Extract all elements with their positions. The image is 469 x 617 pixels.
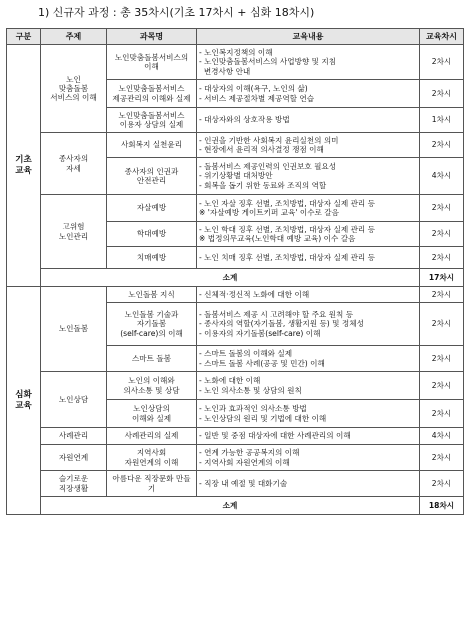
hours-cell: 2차시 [420,346,464,372]
content-line: - 노인맞춤돌봄서비스의 사업방향 및 지침 [199,57,337,67]
table-row [7,445,464,471]
topic-cell: 고위험 노인관리 [41,195,107,269]
content-line: - 노인 학대 징후 선별, 조치방법, 대상자 실제 관리 등 [199,224,376,234]
content-cell [197,195,420,222]
hours-cell: 2차시 [420,400,464,428]
subject-cell: 종사자의 인권과 안전관리 [107,158,197,195]
content-cell [197,445,420,471]
topic-cell: 노인 맞춤돌봄 서비스의 이해 [41,45,107,133]
hours-cell: 4차시 [420,158,464,195]
header-subject: 과목명 [107,29,197,45]
content-cell [197,133,420,158]
content-cell [197,158,420,195]
section-label: 기초 교육 [7,45,41,287]
topic-cell: 자원연계 [41,445,107,471]
hours-cell: 4차시 [420,428,464,445]
topic-cell: 노인돌봄 [41,287,107,372]
subtotal-row [7,497,464,515]
header-category: 구분 [7,29,41,45]
content-cell [197,346,420,372]
subtotal-label: 소계 [41,497,420,515]
content-cell [197,303,420,346]
hours-cell: 2차시 [420,303,464,346]
content-cell [197,247,420,269]
content-line: - 노화에 대한 이해 [199,376,261,386]
subject-cell: 노인맞춤돌봄서비스의 이해 [107,45,197,80]
content-cell [197,287,420,303]
subject-cell: 자살예방 [107,195,197,222]
content-line: 변경사항 안내 [199,66,251,76]
hours-cell: 2차시 [420,372,464,400]
subject-cell: 노인돌봄 기술과 자기돌봄 (self-care)의 이해 [107,303,197,346]
header-row [7,29,464,45]
content-line: - 신체적·정신적 노화에 대한 이해 [199,289,310,299]
content-line: - 현장에서 윤리적 의사결정 쟁점 이해 [199,145,324,154]
content-line: - 대상자와의 상호작용 방법 [199,115,290,125]
table-row [7,45,464,80]
hours-cell: 2차시 [420,247,464,269]
table-row [7,287,464,303]
content-line: - 스마트 돌봄의 이해와 실제 [199,349,293,359]
header-topic: 주제 [41,29,107,45]
subject-cell: 노인돌봄 지식 [107,287,197,303]
content-cell [197,471,420,497]
course-title: 1) 신규자 과정 : 총 35차시(기초 17차시 + 심화 18차시) [38,6,315,19]
table-row [7,372,464,400]
subject-cell: 스마트 돌봄 [107,346,197,372]
content-cell [197,80,420,108]
content-line: - 대상자의 이해(욕구, 노인의 삶) [199,84,308,94]
subtotal-label: 소계 [41,269,420,287]
content-cell [197,108,420,133]
content-line: - 노인 자살 징후 선별, 조치방법, 대상자 실제 관리 등 [199,198,376,208]
subject-cell: 노인상담의 이해와 실제 [107,400,197,428]
hours-cell: 2차시 [420,80,464,108]
section-label: 심화 교육 [7,287,41,515]
hours-cell: 2차시 [420,195,464,222]
content-line: - 돌봄서비스 제공 시 고려해야 할 주요 원칙 등 [199,310,354,320]
content-line: - 직장 내 예절 및 대화기술 [199,478,288,488]
subject-cell: 노인맞춤돌봄서비스 제공관리의 이해와 실제 [107,80,197,108]
content-cell [197,222,420,247]
content-line: - 회복을 돕기 위한 동료와 조직의 역할 [199,180,327,190]
content-cell [197,400,420,428]
table-row [7,133,464,158]
header-hours: 교육차시 [420,29,464,45]
topic-cell: 종사자의 자세 [41,133,107,195]
content-line: - 인권을 기반한 사회복지 윤리실천의 의미 [199,135,339,145]
hours-cell: 2차시 [420,222,464,247]
content-line: - 지역사회 자원연계의 이해 [199,457,290,467]
subject-cell: 노인의 이해와 의사소통 및 상담 [107,372,197,400]
content-line: - 연계 가능한 공공복지의 이해 [199,448,300,458]
table-row [7,428,464,445]
subject-cell: 학대예방 [107,222,197,247]
content-line: - 종사자의 역할(자기돌봄, 생활지원 등) 및 정체성 [199,319,364,329]
content-line: - 노인 치매 징후 선별, 조치방법, 대상자 실제 관리 등 [199,252,376,262]
hours-cell: 2차시 [420,45,464,80]
content-line: ※ 법정의무교육(노인학대 예방 교육) 이수 갈음 [199,234,356,243]
subject-cell: 아름다운 직장문화 만들기 [107,471,197,497]
curriculum-table [6,28,464,515]
content-line: - 노인상담의 원리 및 기법에 대한 이해 [199,413,327,423]
content-line: - 노인 의사소통 및 상담의 원칙 [199,385,302,395]
topic-cell: 노인상담 [41,372,107,428]
subject-cell: 사례관리의 실제 [107,428,197,445]
content-cell [197,45,420,80]
subtotal-value: 17차시 [420,269,464,287]
content-line: - 이용자의 자기돌봄(self-care) 이해 [199,328,321,338]
content-line: - 돌봄서비스 제공인력의 인권보호 필요성 [199,162,337,172]
hours-cell: 2차시 [420,287,464,303]
content-line: ※ '자살예방 게이트키퍼 교육' 이수로 갈음 [199,208,339,217]
table-body [7,45,464,515]
subject-cell: 치매예방 [107,247,197,269]
table-row [7,471,464,497]
subtotal-value: 18차시 [420,497,464,515]
header-content: 교육내용 [197,29,420,45]
content-line: - 서비스 제공절차별 제공역할 연습 [199,93,315,103]
hours-cell: 2차시 [420,471,464,497]
content-line: - 노인과 효과적인 의사소통 방법 [199,404,307,414]
content-cell [197,372,420,400]
content-line: - 위기상황별 대처방안 [199,171,273,181]
topic-cell: 사례관리 [41,428,107,445]
subtotal-row [7,269,464,287]
hours-cell: 2차시 [420,445,464,471]
hours-cell: 1차시 [420,108,464,133]
topic-cell: 슬기로운 직장생활 [41,471,107,497]
table-row [7,195,464,222]
content-line: - 스마트 돌봄 사례(공공 및 민간) 이해 [199,358,325,368]
subject-cell: 지역사회 자원연계의 이해 [107,445,197,471]
hours-cell: 2차시 [420,133,464,158]
subject-cell: 노인맞춤돌봄서비스 이용자 상담의 실제 [107,108,197,133]
content-line: - 노인복지정책의 이해 [199,48,273,58]
content-cell [197,428,420,445]
subject-cell: 사회복지 실천윤리 [107,133,197,158]
content-line: - 일반 및 중점 대상자에 대한 사례관리의 이해 [199,431,351,441]
